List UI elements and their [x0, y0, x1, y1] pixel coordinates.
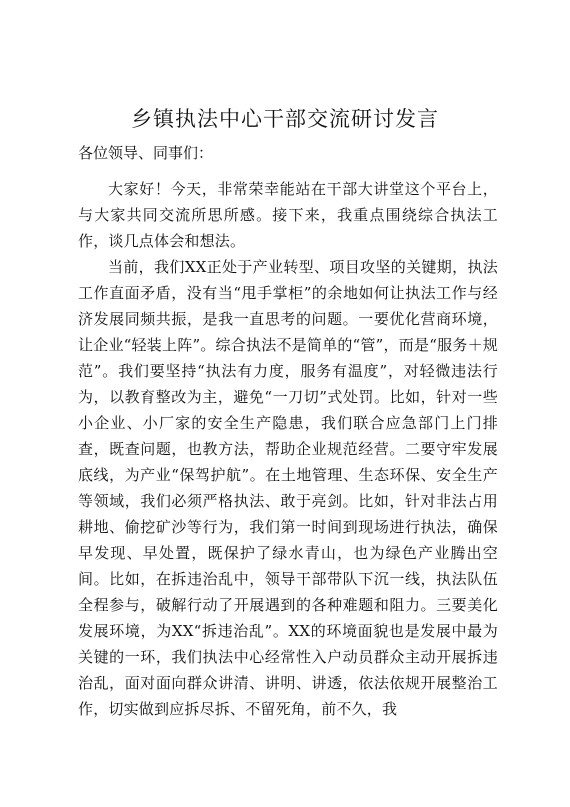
speech-body [78, 176, 498, 722]
salutation: 各位领导、同事们： [78, 144, 214, 162]
paragraph-main: 当前，我们XX正处于产业转型、项目攻坚的关键期，执法工作直面矛盾，没有当“甩手掌柜”的余地如何让执法工作与经济发展同频共振，是我一直思考的问题。一要优化营商环境，让企业“轻装上阵”。综合执法不是简单的“管”，而是“服务＋规范”。我们要坚持“执法有力度，服务有温度”，对轻微违法行为，以教育整改为主，避免“一刀切”式处罚。比如，针对一些小企业、小厂家的安全生产隐患，我们联合应急部门上门排查，既查问题，也教方法，帮助企业规范经营。二要守牢发展底线，为产业“保驾护航”。在土地管理、生态环保、安全生产等领域，我们必须严格执法、敢于亮剑。比如，针对非法占用耕地、偷挖矿沙等行为，我们第一时间到现场进行执法，确保早发现、早处置，既保护了绿水青山，也为绿色产业腾出空间。比如，在拆违治乱中，领导干部带队下沉一线，执法队伍全程参与，破解行动了开展遇到的各种难题和阻力。三要美化发展环境，为XX“拆违治乱”。XX的环境面貌也是发展中最为关键的一环，我们执法中心经常性入户动员群众主动开展拆违治乱，面对面向群众讲清、讲明、讲透，依法依规开展整治工作，切实做到应拆尽拆、不留死角，前不久，我 [78, 258, 498, 718]
paragraph-opening: 大家好！今天，非常荣幸能站在干部大讲堂这个平台上，与大家共同交流所思所感。接下来，我重点围绕综合执法工作，谈几点体会和想法。 [78, 180, 498, 250]
document-title: 乡镇执法中心干部交流研讨发言 [131, 107, 439, 131]
